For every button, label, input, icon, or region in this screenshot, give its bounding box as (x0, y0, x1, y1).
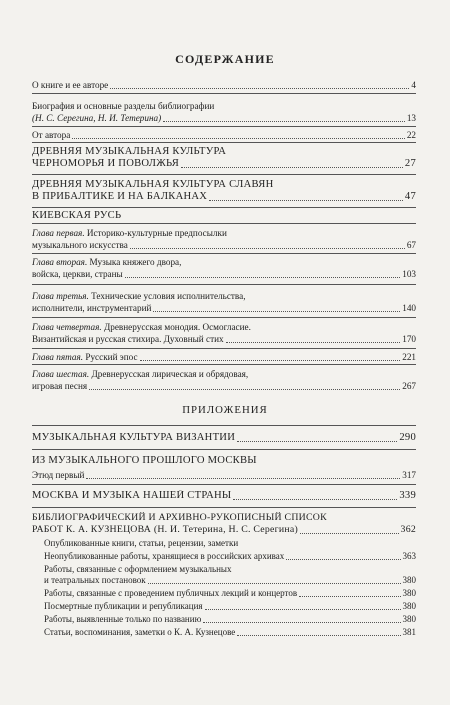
divider (32, 425, 416, 426)
divider (32, 126, 416, 127)
entry-text: музыкального искусства (32, 240, 128, 250)
divider (32, 449, 416, 450)
chapter-prefix: Глава четвертая. (32, 322, 102, 332)
appendix-heading: ПРИЛОЖЕНИЯ (182, 404, 268, 416)
divider (32, 223, 416, 224)
divider (32, 364, 416, 365)
entry-page: 13 (406, 113, 416, 123)
toc-sub-by-title (44, 614, 416, 625)
entry-page: 4 (411, 80, 416, 90)
entry-text: Биография и основные разделы библиографии (32, 101, 215, 111)
entry-text: МУЗЫКАЛЬНАЯ КУЛЬТУРА ВИЗАНТИИ (32, 432, 236, 443)
chapter-prefix: Глава пятая. (32, 352, 84, 362)
entry-page: 140 (402, 303, 416, 313)
entry-text: (Н. С. Серегина, Н. И. Тетерина) (32, 113, 162, 123)
entry-text: От автора (32, 130, 71, 140)
entry-page: 22 (406, 130, 416, 140)
entry-page: 380 (402, 588, 416, 598)
entry-page: 221 (402, 352, 416, 362)
page-title: СОДЕРЖАНИЕ (175, 52, 275, 66)
entry-text: Византийская и русская стихира. Духовный стих (32, 334, 224, 344)
entry-text: МОСКВА И МУЗЫКА НАШЕЙ СТРАНЫ (32, 490, 232, 501)
entry-page: 339 (399, 490, 416, 501)
entry-text: Работы, выявленные только по названию (44, 614, 202, 624)
toc-sub-unpublished (44, 551, 416, 562)
divider (32, 93, 416, 94)
entry-page: 317 (402, 470, 416, 480)
entry-text: Работы, связанные с проведением публичных лекций и концертов (44, 588, 298, 598)
toc-entry-from-author (32, 129, 416, 141)
toc-entry-slavs (32, 179, 416, 203)
entry-text: КИЕВСКАЯ РУСЬ (32, 210, 122, 221)
entry-text: Древнерусская лирическая и обрядовая, (91, 369, 249, 379)
entry-page: 170 (402, 334, 416, 344)
toc-chapter-5 (32, 351, 416, 363)
toc-entry-moscow-country (32, 490, 416, 502)
toc-sub-about-kuznetsov (44, 627, 416, 638)
chapter-prefix: Глава первая. (32, 228, 85, 238)
divider (32, 253, 416, 254)
chapter-prefix: Глава вторая. (32, 257, 88, 267)
divider (32, 207, 416, 208)
entry-text: исполнители, инструментарий (32, 303, 152, 313)
toc-chapter-3 (32, 290, 416, 314)
toc-chapter-6 (32, 368, 416, 392)
entry-text: В ПРИБАЛТИКЕ И НА БАЛКАНАХ (32, 191, 208, 202)
toc-entry-about-book (32, 79, 416, 91)
toc-chapter-2 (32, 256, 416, 280)
entry-text: Статьи, воспоминания, заметки о К. А. Кузнецове (44, 627, 236, 637)
toc-sub-published (44, 538, 416, 549)
toc-entry-byzantium (32, 432, 416, 444)
toc-entry-black-sea-volga (32, 146, 416, 170)
entry-page: 103 (402, 269, 416, 279)
entry-page: 381 (402, 627, 416, 637)
entry-text: Неопубликованные работы, хранящиеся в российских архивах (44, 551, 285, 561)
entry-text: ДРЕВНЯЯ МУЗЫКАЛЬНАЯ КУЛЬТУРА (32, 146, 227, 157)
entry-text: игровая песня (32, 381, 88, 391)
divider (32, 142, 416, 143)
entry-page: 27 (404, 158, 416, 169)
entry-page: 363 (402, 551, 416, 561)
divider (32, 507, 416, 508)
divider (32, 317, 416, 318)
toc-sub-lectures (44, 588, 416, 599)
toc-section-kievan-rus (32, 210, 416, 222)
entry-text: Этюд первый (32, 470, 85, 480)
entry-text: ДРЕВНЯЯ МУЗЫКАЛЬНАЯ КУЛЬТУРА СЛАВЯН (32, 179, 274, 190)
entry-page: 67 (406, 240, 416, 250)
entry-page: 47 (404, 191, 416, 202)
entry-text: РАБОТ К. А. КУЗНЕЦОВА (Н. И. Тетерина, Н. С. Серегина) (32, 524, 299, 535)
chapter-prefix: Глава третья. (32, 291, 89, 301)
toc-entry-bibliography (32, 512, 416, 536)
entry-page: 362 (400, 524, 416, 535)
toc-chapter-1 (32, 227, 416, 251)
entry-page: 380 (402, 614, 416, 624)
toc-sub-theatre (44, 564, 416, 586)
divider (32, 174, 416, 175)
divider (32, 284, 416, 285)
entry-page: 380 (402, 575, 416, 585)
chapter-prefix: Глава шестая. (32, 369, 90, 379)
entry-text: Опубликованные книги, статьи, рецензии, заметки (44, 538, 239, 548)
entry-text: войска, церкви, страны (32, 269, 123, 279)
entry-text: Русский эпос (85, 352, 138, 362)
entry-text: О книге и ее авторе (32, 80, 109, 90)
entry-text: Историко-культурные предпосылки (86, 228, 227, 238)
entry-text: Древнерусская монодия. Осмогласие. (103, 322, 251, 332)
entry-page: 267 (402, 381, 416, 391)
toc-entry-biography (32, 100, 416, 124)
entry-text: Технические условия исполнительства, (91, 291, 246, 301)
entry-text: Посмертные публикации и републикация (44, 601, 203, 611)
divider (32, 348, 416, 349)
entry-text: и театральных постановок (44, 575, 146, 585)
toc-chapter-4 (32, 321, 416, 345)
toc-entry-etude-1 (32, 469, 416, 481)
toc-sub-posthumous (44, 601, 416, 612)
entry-page: 290 (399, 432, 416, 443)
entry-page: 380 (402, 601, 416, 611)
entry-text: Музыка княжего двора, (89, 257, 182, 267)
entry-text: ЧЕРНОМОРЬЯ И ПОВОЛЖЬЯ (32, 158, 180, 169)
entry-text: Работы, связанные с оформлением музыкальных (44, 564, 232, 574)
divider (32, 484, 416, 485)
entry-text: ИЗ МУЗЫКАЛЬНОГО ПРОШЛОГО МОСКВЫ (32, 455, 257, 466)
entry-text: БИБЛИОГРАФИЧЕСКИЙ И АРХИВНО-РУКОПИСНЫЙ СПИСОК (32, 512, 327, 523)
toc-section-moscow-past (32, 455, 416, 467)
